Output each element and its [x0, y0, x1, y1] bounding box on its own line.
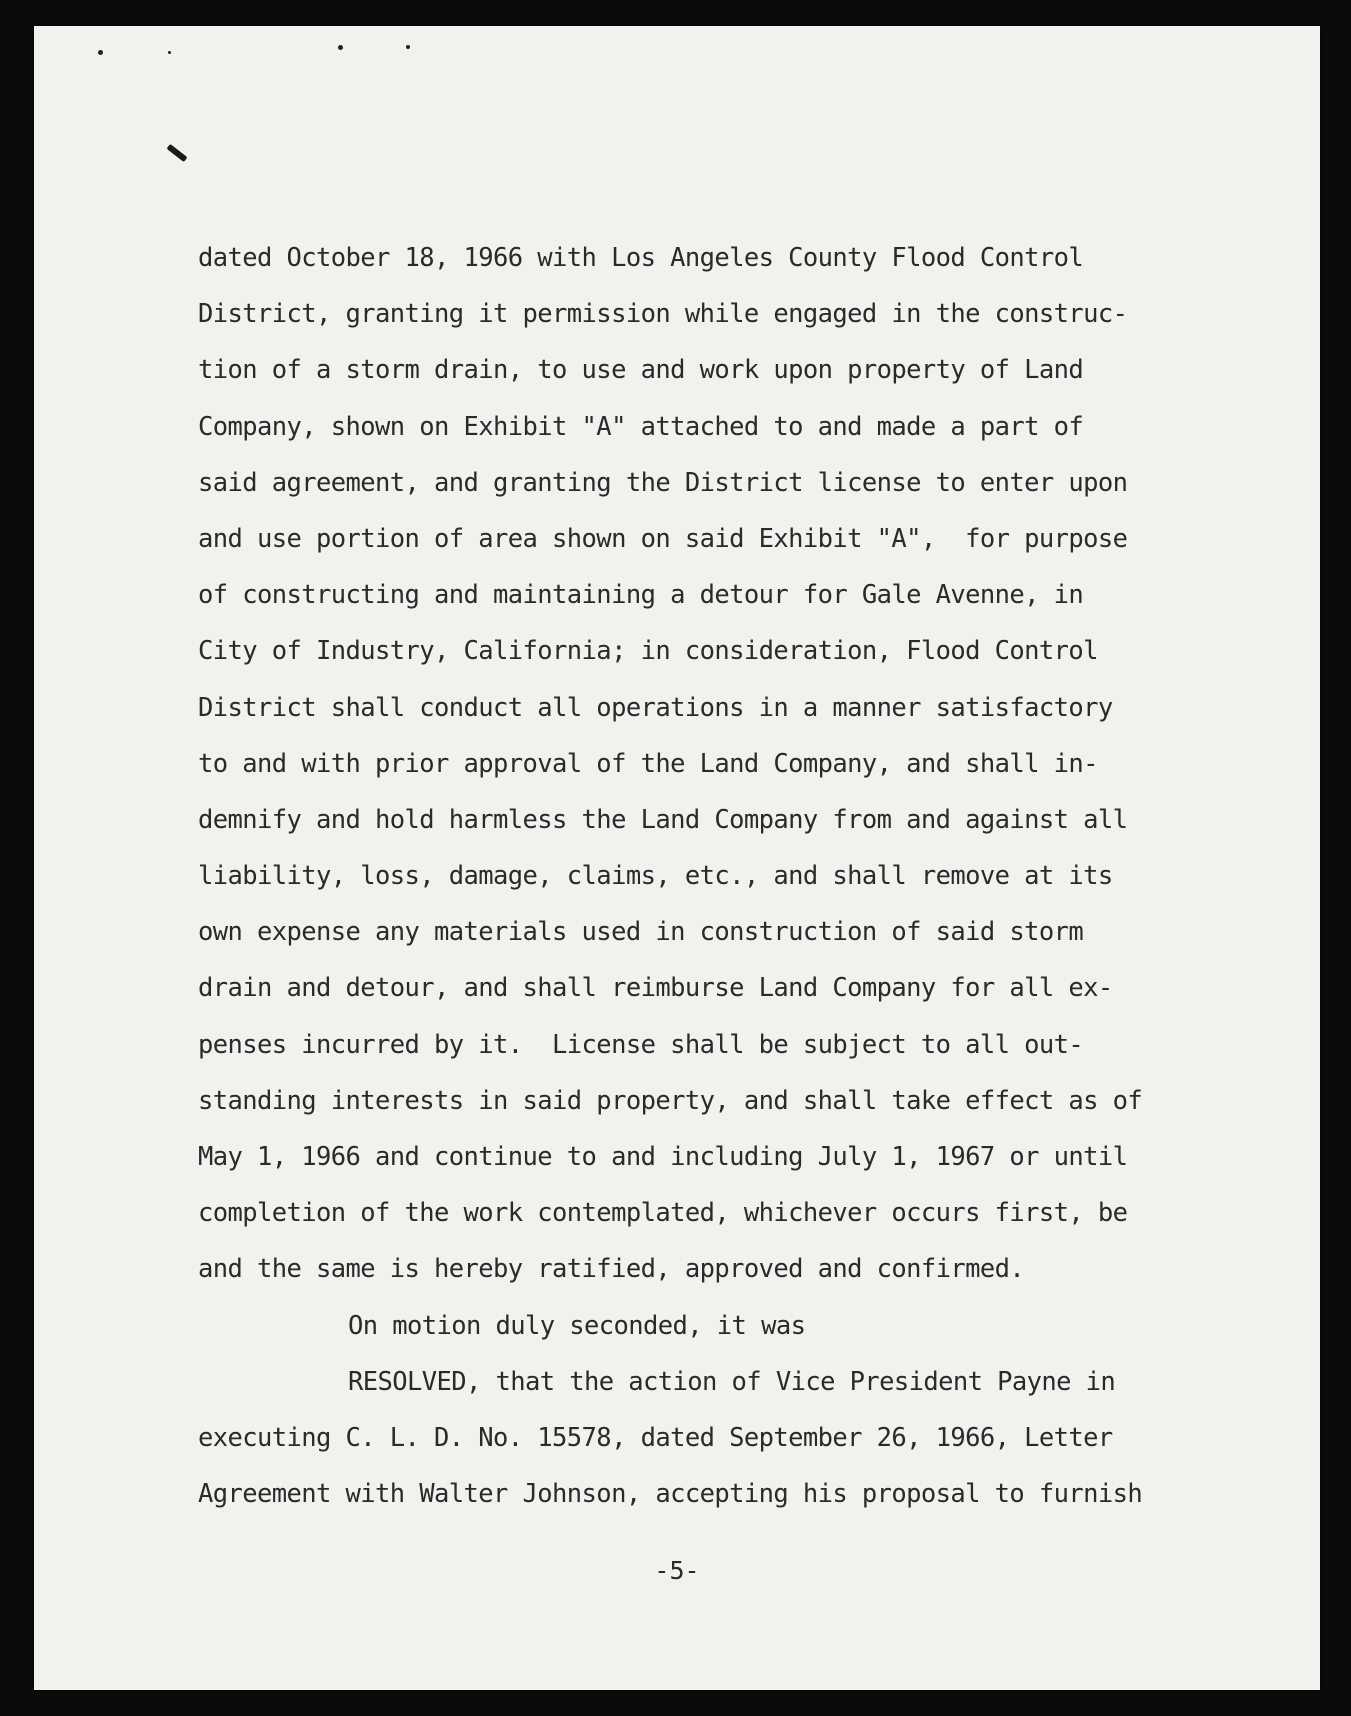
scan-speck	[98, 50, 103, 55]
resolved-line: RESOLVED, that the action of Vice President Payne in	[348, 1366, 1116, 1397]
text-line: liability, loss, damage, claims, etc., and shall remove at its	[198, 861, 1113, 892]
resolved-line: executing C. L. D. No. 15578, dated September 26, 1966, Letter	[198, 1422, 1113, 1453]
text-line: dated October 18, 1966 with Los Angeles County Flood Control	[198, 243, 1084, 273]
text-line: penses incurred by it. License shall be subject to all out-	[198, 1029, 1084, 1060]
text-line: and the same is hereby ratified, approved and confirmed.	[198, 1254, 1025, 1285]
text-line: demnify and hold harmless the Land Company from and against all	[198, 804, 1128, 835]
text-line: own expense any materials used in construction of said storm	[198, 917, 1084, 948]
text-line: drain and detour, and shall reimburse Land Company for all ex-	[198, 973, 1113, 1004]
text-line: standing interests in said property, and shall take effect as of	[198, 1085, 1143, 1116]
document-body	[198, 230, 1198, 1522]
text-line: to and with prior approval of the Land Company, and shall in-	[198, 748, 1098, 779]
text-line: said agreement, and granting the District license to enter upon	[198, 467, 1128, 498]
scan-mark	[166, 144, 187, 162]
text-line: of constructing and maintaining a detour for Gale Avenne, in	[198, 580, 1084, 611]
motion-line: On motion duly seconded, it was	[348, 1310, 806, 1341]
text-line: completion of the work contemplated, whichever occurs first, be	[198, 1198, 1128, 1229]
text-line: May 1, 1966 and continue to and including July 1, 1967 or until	[198, 1142, 1128, 1172]
text-line: and use portion of area shown on said Exhibit "A", for purpose	[198, 523, 1128, 554]
text-line: District shall conduct all operations in a manner satisfactory	[198, 692, 1113, 723]
text-line: Company, shown on Exhibit "A" attached to and made a part of	[198, 411, 1084, 442]
text-line: tion of a storm drain, to use and work upon property of Land	[198, 355, 1084, 386]
text-line: District, granting it permission while engaged in the construc-	[198, 299, 1128, 330]
scan-speck	[338, 45, 343, 50]
document-page	[34, 26, 1320, 1690]
scan-speck	[406, 45, 410, 49]
text-line: City of Industry, California; in consideration, Flood Control	[198, 636, 1098, 667]
page-number: -5-	[654, 1556, 700, 1585]
scan-speck	[168, 51, 171, 54]
resolved-line: Agreement with Walter Johnson, accepting his proposal to furnish	[198, 1479, 1143, 1510]
